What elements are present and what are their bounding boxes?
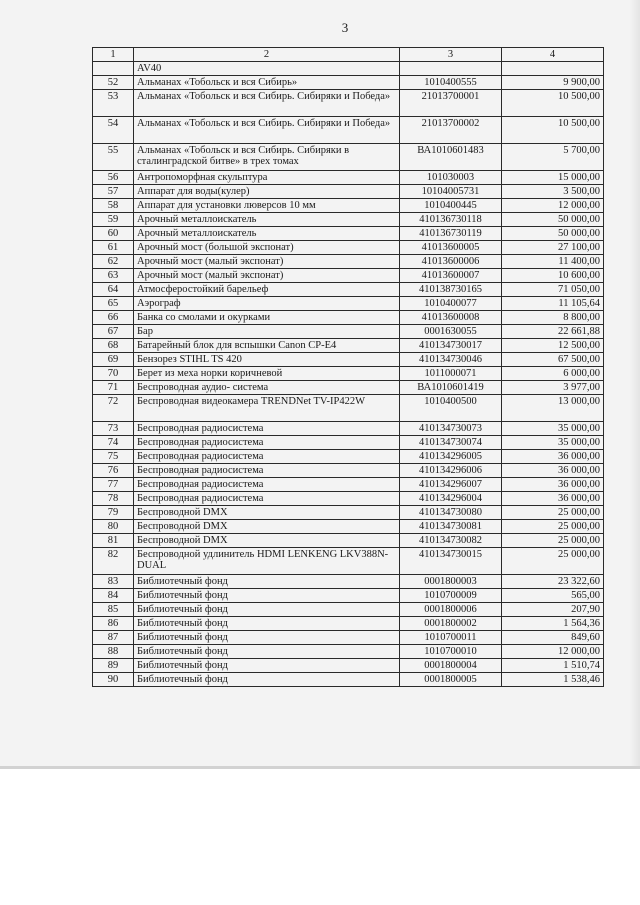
inventory-code: 410134730081 xyxy=(400,520,502,534)
item-price: 9 900,00 xyxy=(502,76,604,90)
item-name: Беспроводная радиосистема xyxy=(134,450,400,464)
page-number: 3 xyxy=(341,20,349,35)
item-price: 6 000,00 xyxy=(502,367,604,381)
inventory-code: 410138730165 xyxy=(400,283,502,297)
table-row xyxy=(93,227,604,241)
inventory-code: 410134296004 xyxy=(400,492,502,506)
table-row xyxy=(93,144,604,171)
item-name: Арочный мост (большой экспонат) xyxy=(134,241,400,255)
row-index: 69 xyxy=(93,353,134,367)
item-price: 50 000,00 xyxy=(502,227,604,241)
table-row xyxy=(93,492,604,506)
inventory-code: 410134730074 xyxy=(400,436,502,450)
item-price: 71 050,00 xyxy=(502,283,604,297)
item-price: 36 000,00 xyxy=(502,492,604,506)
item-name: Арочный металлоискатель xyxy=(134,213,400,227)
inventory-code: 410134296007 xyxy=(400,478,502,492)
item-price: 5 700,00 xyxy=(502,144,604,171)
row-index: 87 xyxy=(93,631,134,645)
inventory-code: 0001800002 xyxy=(400,617,502,631)
inventory-code: ВА1010601419 xyxy=(400,381,502,395)
item-name: Бензорез STIHL TS 420 xyxy=(134,353,400,367)
row-index: 89 xyxy=(93,659,134,673)
inventory-code: 0001800003 xyxy=(400,575,502,589)
item-price: 67 500,00 xyxy=(502,353,604,367)
table-row xyxy=(93,645,604,659)
row-index: 76 xyxy=(93,464,134,478)
table-row xyxy=(93,213,604,227)
inventory-code: 1010400445 xyxy=(400,199,502,213)
inventory-code: 1010700009 xyxy=(400,589,502,603)
inventory-code: 0001800005 xyxy=(400,673,502,687)
table-row xyxy=(93,255,604,269)
inventory-code: 41013600005 xyxy=(400,241,502,255)
table-row xyxy=(93,603,604,617)
item-name: Беспроводная радиосистема xyxy=(134,422,400,436)
row-index: 55 xyxy=(93,144,134,171)
item-name: Библиотечный фонд xyxy=(134,603,400,617)
item-price: 10 600,00 xyxy=(502,269,604,283)
row-index: 54 xyxy=(93,117,134,144)
row-index: 72 xyxy=(93,395,134,422)
table-row xyxy=(93,325,604,339)
row-index: 84 xyxy=(93,589,134,603)
inventory-code: 1010700010 xyxy=(400,645,502,659)
row-index: 60 xyxy=(93,227,134,241)
item-name: Антропоморфная скульптура xyxy=(134,171,400,185)
table-row xyxy=(93,241,604,255)
table-row xyxy=(93,395,604,422)
row-index: 75 xyxy=(93,450,134,464)
item-name: Альманах «Тобольск и вся Сибирь. Сибиряки и Победа» xyxy=(134,90,400,117)
inventory-code: 0001800004 xyxy=(400,659,502,673)
table-row xyxy=(93,90,604,117)
table-row xyxy=(93,76,604,90)
item-price: 1 564,36 xyxy=(502,617,604,631)
table-row xyxy=(93,367,604,381)
item-price: 50 000,00 xyxy=(502,213,604,227)
item-name: Беспроводной DMX xyxy=(134,520,400,534)
inventory-code: 41013600007 xyxy=(400,269,502,283)
sheet-edge-shadow xyxy=(630,0,640,766)
row-index: 73 xyxy=(93,422,134,436)
row-index: 52 xyxy=(93,76,134,90)
item-price: 12 000,00 xyxy=(502,645,604,659)
row-index: 79 xyxy=(93,506,134,520)
item-price: 11 400,00 xyxy=(502,255,604,269)
row-index: 88 xyxy=(93,645,134,659)
row-index: 64 xyxy=(93,283,134,297)
item-name: Арочный металлоискатель xyxy=(134,227,400,241)
item-price: 12 000,00 xyxy=(502,199,604,213)
item-name: Беспроводной DMX xyxy=(134,534,400,548)
table-row xyxy=(93,464,604,478)
inventory-code: 1010700011 xyxy=(400,631,502,645)
inventory-code: 410134296006 xyxy=(400,464,502,478)
row-index: 82 xyxy=(93,548,134,575)
row-index: 59 xyxy=(93,213,134,227)
table-row xyxy=(93,575,604,589)
row-index: 58 xyxy=(93,199,134,213)
item-price: 27 100,00 xyxy=(502,241,604,255)
row-index: 83 xyxy=(93,575,134,589)
inventory-code: 21013700001 xyxy=(400,90,502,117)
column-header-index: 1 xyxy=(93,48,134,62)
table-row xyxy=(93,117,604,144)
inventory-code: 1010400500 xyxy=(400,395,502,422)
table-row xyxy=(93,381,604,395)
item-name: Беспроводная радиосистема xyxy=(134,492,400,506)
table-row xyxy=(93,436,604,450)
item-price: 25 000,00 xyxy=(502,506,604,520)
item-name: Аппарат для воды(кулер) xyxy=(134,185,400,199)
item-price xyxy=(502,62,604,76)
table-row xyxy=(93,283,604,297)
item-name: Библиотечный фонд xyxy=(134,659,400,673)
item-name: Арочный мост (малый экспонат) xyxy=(134,269,400,283)
item-price: 25 000,00 xyxy=(502,548,604,575)
inventory-code: 1011000071 xyxy=(400,367,502,381)
item-price: 3 500,00 xyxy=(502,185,604,199)
inventory-code: 41013600006 xyxy=(400,255,502,269)
item-name: Библиотечный фонд xyxy=(134,589,400,603)
table-row xyxy=(93,339,604,353)
table-row xyxy=(93,185,604,199)
inventory-code: 410134730080 xyxy=(400,506,502,520)
item-name: Альманах «Тобольск и вся Сибирь. Сибиряки в сталинградской битве» в трех томах xyxy=(134,144,400,171)
item-name: Альманах «Тобольск и вся Сибирь. Сибиряки и Победа» xyxy=(134,117,400,144)
inventory-code: 1010400555 xyxy=(400,76,502,90)
table-row xyxy=(93,673,604,687)
item-price: 565,00 xyxy=(502,589,604,603)
item-price: 12 500,00 xyxy=(502,339,604,353)
item-price: 3 977,00 xyxy=(502,381,604,395)
inventory-code: 1010400077 xyxy=(400,297,502,311)
inventory-code: 0001800006 xyxy=(400,603,502,617)
item-name: Беспроводная аудио- система xyxy=(134,381,400,395)
item-name: Библиотечный фонд xyxy=(134,673,400,687)
item-name: Арочный мост (малый экспонат) xyxy=(134,255,400,269)
row-index: 77 xyxy=(93,478,134,492)
row-index: 81 xyxy=(93,534,134,548)
table-row xyxy=(93,631,604,645)
item-price: 1 538,46 xyxy=(502,673,604,687)
row-index: 86 xyxy=(93,617,134,631)
inventory-code: 410136730118 xyxy=(400,213,502,227)
item-price: 11 105,64 xyxy=(502,297,604,311)
row-index: 74 xyxy=(93,436,134,450)
item-price: 25 000,00 xyxy=(502,534,604,548)
item-price: 10 500,00 xyxy=(502,90,604,117)
item-name: Аэрограф xyxy=(134,297,400,311)
item-name: Беспроводной DMX xyxy=(134,506,400,520)
inventory-code: 101030003 xyxy=(400,171,502,185)
table-row xyxy=(93,422,604,436)
item-price: 1 510,74 xyxy=(502,659,604,673)
item-name: Библиотечный фонд xyxy=(134,631,400,645)
column-header-price: 4 xyxy=(502,48,604,62)
table-row xyxy=(93,269,604,283)
row-index: 68 xyxy=(93,339,134,353)
inventory-table xyxy=(92,47,604,687)
inventory-code: 410134730015 xyxy=(400,548,502,575)
item-price: 22 661,88 xyxy=(502,325,604,339)
table-body xyxy=(93,62,604,687)
item-name: Атмосферостойкий барельеф xyxy=(134,283,400,297)
item-price: 10 500,00 xyxy=(502,117,604,144)
item-name: Беспроводная радиосистема xyxy=(134,478,400,492)
column-header-name: 2 xyxy=(134,48,400,62)
table-row xyxy=(93,548,604,575)
row-index: 61 xyxy=(93,241,134,255)
item-price: 35 000,00 xyxy=(502,422,604,436)
row-index: 78 xyxy=(93,492,134,506)
inventory-code: 410134296005 xyxy=(400,450,502,464)
table-row xyxy=(93,520,604,534)
item-price: 36 000,00 xyxy=(502,450,604,464)
table-row xyxy=(93,311,604,325)
item-price: 849,60 xyxy=(502,631,604,645)
item-price: 23 322,60 xyxy=(502,575,604,589)
table-row xyxy=(93,62,604,76)
item-name: Берет из меха норки коричневой xyxy=(134,367,400,381)
inventory-code: 410134730017 xyxy=(400,339,502,353)
item-price: 36 000,00 xyxy=(502,464,604,478)
inventory-code: 410134730082 xyxy=(400,534,502,548)
table-row xyxy=(93,534,604,548)
item-price: 35 000,00 xyxy=(502,436,604,450)
item-name: Беспроводная видеокамера TRENDNet TV-IP422W xyxy=(134,395,400,422)
item-price: 36 000,00 xyxy=(502,478,604,492)
row-index: 80 xyxy=(93,520,134,534)
item-name: Библиотечный фонд xyxy=(134,645,400,659)
row-index: 65 xyxy=(93,297,134,311)
item-name: Аппарат для установки люверсов 10 мм xyxy=(134,199,400,213)
item-name: Банка со смолами и окурками xyxy=(134,311,400,325)
item-name: Батарейный блок для вспышки Canon CP-E4 xyxy=(134,339,400,353)
item-price: 207,90 xyxy=(502,603,604,617)
row-index: 70 xyxy=(93,367,134,381)
table-row xyxy=(93,617,604,631)
item-name: AV40 xyxy=(134,62,400,76)
item-name: Бар xyxy=(134,325,400,339)
row-index: 63 xyxy=(93,269,134,283)
header-row xyxy=(93,48,604,62)
table-row xyxy=(93,353,604,367)
item-price: 15 000,00 xyxy=(502,171,604,185)
item-price: 8 800,00 xyxy=(502,311,604,325)
item-name: Библиотечный фонд xyxy=(134,575,400,589)
item-name: Альманах «Тобольск и вся Сибирь» xyxy=(134,76,400,90)
inventory-code: 41013600008 xyxy=(400,311,502,325)
row-index: 62 xyxy=(93,255,134,269)
row-index: 66 xyxy=(93,311,134,325)
row-index xyxy=(93,62,134,76)
item-name: Беспроводная радиосистема xyxy=(134,464,400,478)
table-row xyxy=(93,506,604,520)
inventory-code: 410134730073 xyxy=(400,422,502,436)
column-header-code: 3 xyxy=(400,48,502,62)
table-row xyxy=(93,478,604,492)
table-row xyxy=(93,199,604,213)
table-row xyxy=(93,171,604,185)
row-index: 90 xyxy=(93,673,134,687)
inventory-code: ВА1010601483 xyxy=(400,144,502,171)
inventory-code: 410136730119 xyxy=(400,227,502,241)
item-price: 25 000,00 xyxy=(502,520,604,534)
inventory-code: 0001630055 xyxy=(400,325,502,339)
row-index: 71 xyxy=(93,381,134,395)
inventory-code: 410134730046 xyxy=(400,353,502,367)
row-index: 85 xyxy=(93,603,134,617)
item-name: Библиотечный фонд xyxy=(134,617,400,631)
item-name: Беспроводная радиосистема xyxy=(134,436,400,450)
inventory-code: 10104005731 xyxy=(400,185,502,199)
inventory-code: 21013700002 xyxy=(400,117,502,144)
inventory-code xyxy=(400,62,502,76)
table-row xyxy=(93,450,604,464)
row-index: 67 xyxy=(93,325,134,339)
row-index: 56 xyxy=(93,171,134,185)
row-index: 53 xyxy=(93,90,134,117)
item-price: 13 000,00 xyxy=(502,395,604,422)
table-row xyxy=(93,297,604,311)
row-index: 57 xyxy=(93,185,134,199)
item-name: Беспроводной удлинитель HDMI LENKENG LKV388N-DUAL xyxy=(134,548,400,575)
table-row xyxy=(93,589,604,603)
table-row xyxy=(93,659,604,673)
